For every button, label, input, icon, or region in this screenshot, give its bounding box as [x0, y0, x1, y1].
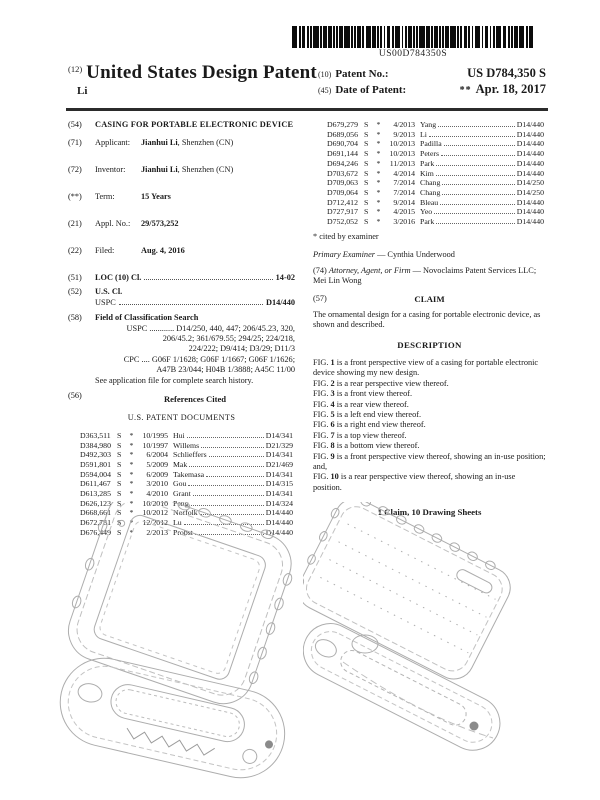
reference-row: D591,801 S * 5/2009 Mak D21/469 — [80, 459, 293, 469]
fcs-cpc-lines — [95, 355, 295, 376]
fig-prefix: FIG. — [313, 430, 329, 440]
header-right — [318, 62, 546, 98]
reference-row: D676,449 S * 2/2013 Probst D14/440 — [80, 527, 293, 537]
reference-row: D709,063 S * 7/2014 Chang D14/250 — [327, 178, 544, 188]
fig-prefix: FIG. — [313, 451, 329, 461]
invention-title: CASING FOR PORTABLE ELECTRONIC DEVICE — [95, 120, 294, 129]
figure-description-line: FIG. 3 is a front view thereof. — [313, 389, 413, 399]
reference-row: D691,144 S * 10/2013 Peters D14/440 — [327, 149, 544, 159]
patent-date-code: (45) — [318, 86, 332, 95]
patent-date-value — [460, 82, 546, 98]
reference-row: D703,672 S * 4/2014 Kim D14/440 — [327, 168, 544, 178]
field-of-search-section — [68, 313, 295, 386]
reference-row: D611,467 S * 3/2010 Gou D14/315 — [80, 479, 293, 489]
section-56-number: (56) — [68, 391, 82, 400]
fig-prefix: FIG. — [313, 441, 329, 451]
barcode-text: US00D784350S — [378, 49, 448, 59]
reference-row: D712,412 S * 9/2014 Bleau D14/440 — [327, 197, 544, 207]
patent-number-row — [318, 66, 546, 82]
patent-number-label: Patent No.: — [335, 68, 389, 80]
us-patent-documents-heading: U.S. PATENT DOCUMENTS — [127, 413, 236, 423]
dot-leader — [429, 136, 515, 137]
reference-row: D752,052 S * 3/2016 Park D14/440 — [327, 217, 544, 227]
reference-row: D679,279 S * 4/2013 Yang D14/440 — [327, 120, 544, 129]
invention-title-section — [68, 120, 295, 130]
document-title: United States Design Patent — [86, 62, 317, 83]
dot-leader — [144, 279, 272, 280]
dot-leader — [188, 485, 263, 486]
inventor-surname: Li — [77, 85, 88, 97]
patent-drawing-rear-perspective — [303, 502, 559, 754]
barcode-block — [292, 26, 534, 59]
figure-description-line: FIG. 7 is a top view thereof. — [313, 430, 407, 440]
patent-number-value: US D784,350 S — [467, 66, 546, 80]
drawing-figures — [0, 502, 600, 800]
dot-leader — [442, 194, 514, 195]
right-column — [313, 120, 546, 538]
fcs-line: CPC .... G06F 1/1628; G06F 1/1667; G06F 1/1626; — [123, 354, 295, 364]
body-columns — [68, 120, 546, 538]
dot-leader — [209, 456, 264, 457]
header-divider — [66, 108, 548, 111]
references-heading: References Cited — [163, 394, 227, 404]
claims-sheets-footer: 1 Claim, 10 Drawing Sheets — [377, 507, 482, 518]
primary-examiner-line — [313, 250, 546, 260]
examiner-label: Primary Examiner — [313, 250, 375, 260]
reference-row: D668,661 S * 10/2012 Norfolk D14/440 — [80, 508, 293, 518]
figure-description-line: FIG. 8 is a bottom view thereof. — [313, 441, 420, 451]
reference-row: D384,980 S * 10/1997 Willems D21/329 — [80, 440, 293, 450]
section-58-number: (58) — [68, 313, 82, 323]
figure-description-line: FIG. 4 is a rear view thereof. — [313, 399, 409, 409]
reference-row: D694,246 S * 11/2013 Park D14/440 — [327, 158, 544, 168]
fcs-line: 224/222; D9/414; D3/29; D11/3 — [188, 344, 295, 354]
dot-leader — [187, 437, 264, 438]
fcs-note: See application file for complete search history. — [95, 375, 254, 385]
dot-leader — [201, 447, 264, 448]
us-class-section — [68, 287, 295, 308]
reference-row: D626,123 S * 10/2010 Peng D14/324 — [80, 498, 293, 508]
bibliographic-fields — [68, 138, 295, 265]
fig-prefix: FIG. — [313, 410, 329, 420]
dot-leader — [436, 165, 514, 166]
left-column — [68, 120, 295, 538]
fcs-line: 206/45.2; 361/679.55; 294/25; 224/218, — [162, 333, 295, 343]
biblio-field: (71) Applicant: Jianhui Li, Shenzhen (CN) — [68, 138, 234, 148]
reference-row: D727,917 S * 4/2015 Yeo D14/440 — [327, 207, 544, 217]
section-52-number: (52) — [68, 287, 82, 297]
reference-row: D690,704 S * 10/2013 Padilla D14/440 — [327, 139, 544, 149]
figure-description-line: FIG. 10 is a rear perspective view thereof, showing an in-use position. — [313, 472, 516, 492]
dot-leader — [436, 175, 515, 176]
header-left — [68, 62, 317, 98]
figure-description-line: FIG. 6 is a right end view thereof. — [313, 420, 426, 430]
fcs-label: Field of Classification Search — [95, 313, 199, 323]
reference-row: D689,056 S * 9/2013 Li D14/440 — [327, 129, 544, 139]
patent-number-code: (10) — [318, 70, 332, 79]
reference-row: D613,285 S * 4/2010 Grant D14/341 — [80, 489, 293, 499]
fig-prefix: FIG. — [313, 357, 329, 367]
loc-label: LOC (10) Cl. — [95, 272, 142, 282]
claim-heading-row — [313, 294, 546, 304]
claim-heading: CLAIM — [414, 294, 445, 305]
uspc-label: USPC — [95, 297, 116, 307]
biblio-field: (**) Term: 15 Years — [68, 192, 171, 202]
reference-row: D492,303 S * 6/2004 Schlieffers D14/341 — [80, 450, 293, 460]
uscl-label: U.S. Cl. — [95, 287, 123, 297]
fig-prefix: FIG. — [313, 420, 329, 430]
figure-description-line: FIG. 9 is a front perspective view thereof, showing an in-use position; and, — [313, 451, 546, 472]
biblio-field: (21) Appl. No.: 29/573,252 — [68, 219, 179, 229]
patent-date-label: Date of Patent: — [335, 84, 407, 96]
attorney-text: — Novoclaims Patent Services LLC; Mei Lin Wong — [313, 265, 537, 285]
attorney-label: Attorney, Agent, or Firm — [328, 265, 411, 275]
figure-descriptions — [313, 358, 546, 493]
dot-leader — [442, 184, 514, 185]
figure-description-line: FIG. 1 is a front perspective view of a casing for portable electronic device showing my new design. — [313, 357, 539, 378]
attorney-number: (74) — [313, 265, 327, 275]
cited-by-examiner-note: * cited by examiner — [313, 231, 379, 241]
fcs-line: A47B 23/044; H04B 1/3888; A45C 11/00 — [156, 365, 295, 375]
fcs-line: USPC ............ D14/250, 440, 447; 206/45.23, 320, — [126, 323, 295, 333]
fig-prefix: FIG. — [313, 399, 329, 409]
figure-description-line: FIG. 5 is a left end view thereof. — [313, 410, 422, 420]
fig-prefix: FIG. — [313, 389, 329, 399]
references-table-right — [327, 120, 544, 227]
dot-leader — [436, 223, 514, 224]
barcode-icon — [292, 26, 534, 48]
dot-leader — [119, 304, 263, 305]
patent-date: Apr. 18, 2017 — [475, 82, 546, 96]
reference-row: D363,511 S * 10/1995 Hui D14/341 — [80, 430, 293, 440]
dot-leader — [434, 213, 514, 214]
examiner-name: — Cynthia Underwood — [377, 250, 455, 260]
loc-value: 14-02 — [275, 272, 295, 282]
patent-header — [68, 62, 546, 98]
biblio-field: (72) Inventor: Jianhui Li, Shenzhen (CN) — [68, 165, 234, 175]
description-heading: DESCRIPTION — [397, 339, 462, 350]
term-stars: ** — [459, 85, 472, 96]
dot-leader — [193, 495, 264, 496]
patent-drawing-front-perspective — [50, 502, 302, 800]
fig-prefix: FIG. — [313, 378, 329, 388]
references-cited-section — [68, 391, 295, 411]
section-57-number: (57) — [313, 294, 327, 304]
reference-row: D709,064 S * 7/2014 Chang D14/250 — [327, 187, 544, 197]
patent-date-row — [318, 82, 546, 98]
dot-leader — [206, 476, 264, 477]
uspc-value: D14/440 — [265, 297, 295, 307]
fig-prefix: FIG. — [313, 472, 329, 482]
doc-kind-number: (12) — [68, 64, 83, 74]
attorney-line — [313, 266, 546, 287]
biblio-field: (22) Filed: Aug. 4, 2016 — [68, 246, 185, 256]
reference-row: D594,004 S * 6/2009 Takemasa D14/341 — [80, 469, 293, 479]
fcs-uspc-lines — [95, 324, 295, 355]
dot-leader — [440, 204, 515, 205]
section-51-number: (51) — [68, 272, 82, 282]
dot-leader — [444, 145, 515, 146]
loc-class-section — [68, 273, 295, 283]
dot-leader — [438, 126, 515, 127]
dot-leader — [189, 466, 263, 467]
figure-description-line: FIG. 2 is a rear perspective view thereof. — [313, 378, 449, 388]
dot-leader — [441, 155, 515, 156]
claim-text: The ornamental design for a casing for portable electronic device, as shown and described. — [313, 309, 541, 330]
reference-row: D672,781 S * 12/2012 Lu D14/440 — [80, 518, 293, 528]
section-54-number: (54) — [68, 120, 82, 129]
